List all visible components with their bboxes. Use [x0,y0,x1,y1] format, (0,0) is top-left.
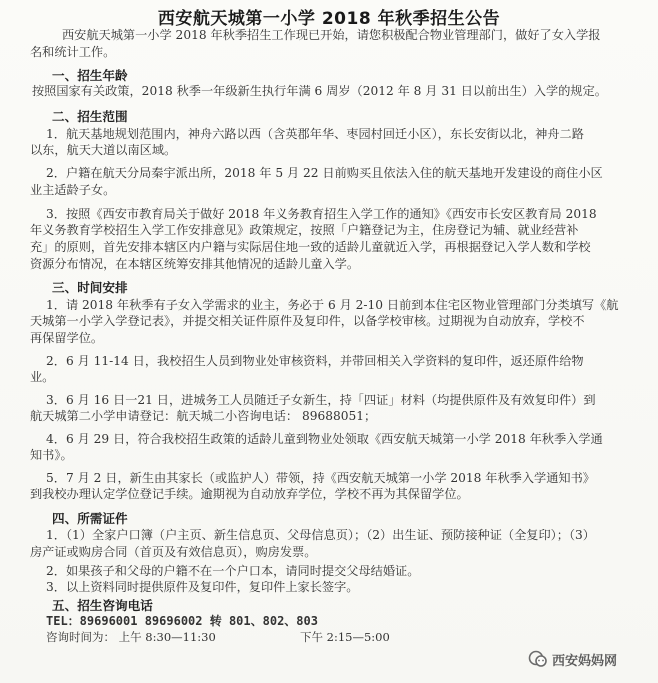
section-heading-schedule: 三、时间安排 [52,280,128,296]
contact-hours-afternoon: 下午 2:15—5:00 [300,629,390,644]
schedule-line-5: 业。 [30,370,55,385]
section-heading-documents: 四、所需证件 [52,510,128,526]
intro-line-2: 名和统计工作。 [30,44,116,59]
scope-line-5: 3．按照《西安市教育局关于做好 2018 年义务教育招生入学工作的通知》《西安市长安区教育局 2018 [46,206,597,221]
schedule-line-2: 天城第一小学入学登记表》，并提交相关证件原件及复印件，以备学校审核。过期视为自动放弃，学校不 [30,314,585,329]
documents-line-2: 房产证或购房合同（首页及有效信息页），购房发票。 [30,545,317,560]
contact-phone-line: TEL：89696001 89696002 转 801、802、803 [46,613,318,628]
scope-line-3: 2．户籍在航天分局秦宇派出所，2018 年 5 月 22 日前购买且依法入住的航天基地开发建设的商住小区 [46,165,603,180]
schedule-line-11: 到我校办理认定学位登记手续。逾期视为自动放弃学位，学校不再为其保留学位。 [30,487,469,502]
documents-line-3: 2．如果孩子和父母的户籍不在一个户口本，请同时提交父母结婚证。 [46,563,420,578]
schedule-line-8: 4．6 月 29 日，符合我校招生政策的适龄儿童到物业处领取《西安航天城第一小学 2018 年秋季入学通 [46,431,603,446]
notice-title: 西安航天城第一小学 2018 年秋季招生公告 [157,9,501,29]
scope-line-1: 1．航天基地规划范围内，神舟六路以西（含英郡年华、枣园村回迁小区），东长安街以北，神舟二路 [46,126,584,141]
scope-line-2: 以东，航天大道以南区域。 [30,143,177,158]
schedule-line-4: 2．6 月 11-14 日，我校招生人员到物业处审核资料，并带回相关入学资料的复印件，返还原件给物 [46,353,584,368]
schedule-line-9: 知书》。 [30,448,73,463]
schedule-line-1: 1．请 2018 年秋季有子女入学需求的业主，务必于 6 月 2-10 日前到本住宅区物业管理部门分类填写《航 [46,297,619,312]
age-line: 按照国家有关政策，2018 秋季一年级新生执行年满 6 周岁（2012 年 8 月 31 日以前出生）入学的规定。 [32,83,607,98]
section-heading-scope: 二、招生范围 [52,109,128,125]
scope-line-4: 业主适龄子女。 [30,183,116,198]
schedule-line-7: 航天城第二小学申请登记：航天城二小咨询电话： 89688051； [30,409,377,424]
section-heading-age: 一、招生年龄 [52,68,128,84]
schedule-line-3: 再保留学位。 [30,331,104,346]
wechat-channel-icon [528,650,548,668]
scope-line-7: 充」的原则，首先安排本辖区内户籍与实际居住地一致的适龄儿童就近入学，再根据登记入学人数和学校 [30,240,591,255]
schedule-line-6: 3．6 月 16 日一21 日，进城务工人员随迁子女新生，持「四证」材料（均提供原件及有效复印件）到 [46,392,596,407]
intro-line-1: 西安航天城第一小学 2018 年秋季招生工作现已开始，请您积极配合物业管理部门，做好了女入学报 [62,28,601,43]
documents-line-1: 1．（1）全家户口簿（户主页、新生信息页、父母信息页）；（2）出生证、预防接种证（全复印）；（3） [46,528,595,543]
watermark [528,648,617,670]
schedule-line-10: 5．7 月 2 日，新生由其家长（或监护人）带领，持《西安航天城第一小学 2018 年秋季入学通知书》 [46,470,595,485]
scope-line-6: 年义务教育学校招生入学工作安排意见》政策规定，按照「户籍登记为主，住房登记为辅、就业经营补 [30,223,579,238]
contact-hours-morning: 咨询时间为： 上午 8:30—11:30 [46,629,216,644]
documents-line-4: 3．以上资料同时提供原件及复印件，复印件上家长签字。 [46,580,359,595]
section-heading-contact: 五、招生咨询电话 [52,598,153,614]
watermark-label: 西安妈妈网 [552,653,618,669]
scope-line-8: 资源分布情况，在本辖区统筹安排其他情况的适龄儿童入学。 [30,256,360,271]
